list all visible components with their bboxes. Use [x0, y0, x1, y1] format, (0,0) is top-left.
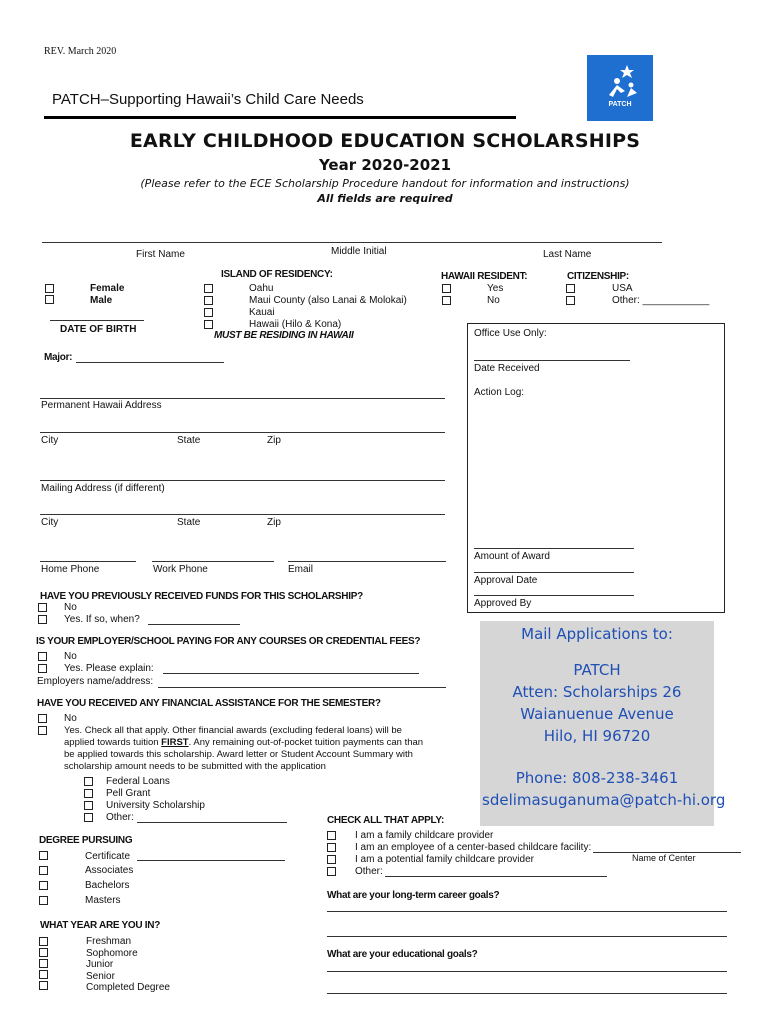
year-option: Sophomore [86, 947, 138, 959]
mailing-city-state-zip-field[interactable] [40, 514, 445, 515]
previous-no-label: No [64, 602, 77, 613]
degree-title: DEGREE PURSUING [39, 835, 133, 846]
major-label: Major: [44, 352, 73, 363]
aid-text-span: applied towards tuition [64, 737, 162, 748]
role-checkbox[interactable] [327, 831, 336, 840]
aid-federal-loans-checkbox[interactable] [84, 777, 93, 786]
year-freshman-checkbox[interactable] [39, 937, 48, 946]
year-option: Senior [86, 970, 115, 982]
female-checkbox[interactable] [45, 284, 54, 293]
middle-initial-label: Middle Initial [331, 246, 387, 257]
degree-option: Associates [85, 865, 134, 876]
approval-date-label: Approval Date [474, 575, 538, 586]
work-phone-field[interactable] [152, 561, 274, 562]
year-completed-checkbox[interactable] [39, 981, 48, 990]
dob-label: DATE OF BIRTH [60, 324, 137, 335]
aid-yes-text: Yes. Check all that apply. Other financial awards (excluding federal loans) will be [64, 725, 402, 736]
patch-logo [587, 55, 653, 121]
action-log-label: Action Log: [474, 387, 525, 398]
residency-note: MUST BE RESIDING IN HAWAII [214, 330, 354, 341]
office-use-title: Office Use Only: [474, 328, 547, 339]
role-option: Other: [355, 866, 383, 877]
island-option: Kauai [249, 307, 275, 318]
role-checkbox[interactable] [327, 843, 336, 852]
city-state-zip-field[interactable] [40, 432, 445, 433]
year-junior-checkbox[interactable] [39, 959, 48, 968]
career-goals-field[interactable] [327, 936, 727, 937]
year-in-title: WHAT YEAR ARE YOU IN? [40, 920, 161, 931]
island-kauai-checkbox[interactable] [204, 308, 213, 317]
employer-explain-field[interactable] [163, 673, 419, 674]
major-field[interactable] [76, 362, 224, 363]
date-received-label: Date Received [474, 363, 540, 374]
home-phone-field[interactable] [40, 561, 136, 562]
resident-yes-label: Yes [487, 283, 504, 294]
center-name-label: Name of Center [632, 853, 696, 863]
aid-university-checkbox[interactable] [84, 801, 93, 810]
patch-logo-icon [587, 55, 653, 121]
employer-name-label: Employers name/address: [37, 676, 154, 687]
city-label: City [41, 517, 59, 528]
educational-goals-question: What are your educational goals? [327, 949, 478, 960]
aid-option: Pell Grant [106, 788, 151, 799]
role-option: I am an employee of a center-based childcare facility: [355, 842, 592, 853]
revision-note: REV. March 2020 [44, 46, 117, 57]
school-year: Year 2020-2021 [318, 156, 452, 174]
city-label: City [41, 435, 59, 446]
mail-city: Hilo, HI 96720 [543, 727, 651, 745]
zip-label: Zip [267, 517, 281, 528]
aid-text-span: . Any remaining out-of-pocket tuition payments can than [188, 737, 424, 748]
degree-bachelors-checkbox[interactable] [39, 881, 48, 890]
aid-other-field[interactable] [137, 822, 287, 823]
previous-when-field[interactable] [148, 624, 240, 625]
island-hawaii-checkbox[interactable] [204, 320, 213, 329]
island-option: Maui County (also Lanai & Molokai) [249, 295, 407, 306]
citizenship-usa-label: USA [612, 283, 633, 294]
employer-yes-label: Yes. Please explain: [64, 663, 154, 674]
resident-yes-checkbox[interactable] [442, 284, 451, 293]
resident-no-label: No [487, 295, 500, 306]
employer-no-label: No [64, 651, 77, 662]
state-label: State [177, 435, 201, 446]
female-label: Female [90, 283, 125, 294]
aid-no-label: No [64, 713, 77, 724]
male-label: Male [90, 295, 113, 306]
mailing-address-field[interactable] [40, 480, 445, 481]
degree-masters-checkbox[interactable] [39, 896, 48, 905]
approval-date-field[interactable] [474, 572, 634, 573]
instructions-note: (Please refer to the ECE Scholarship Procedure handout for information and instructions) [140, 177, 630, 190]
island-title: ISLAND OF RESIDENCY: [221, 269, 333, 280]
amount-field[interactable] [474, 548, 634, 549]
employer-yes-checkbox[interactable] [38, 664, 47, 673]
name-field[interactable] [42, 242, 662, 243]
dob-field[interactable] [50, 320, 144, 321]
logo-text: PATCH [608, 101, 632, 108]
role-checkbox[interactable] [327, 855, 336, 864]
state-label: State [177, 517, 201, 528]
aid-pell-grant-checkbox[interactable] [84, 789, 93, 798]
aid-no-checkbox[interactable] [38, 714, 47, 723]
year-option: Freshman [86, 936, 132, 947]
aid-question: HAVE YOU RECEIVED ANY FINANCIAL ASSISTANCE FOR THE SEMESTER? [37, 698, 381, 709]
year-option: Junior [86, 959, 114, 970]
email-field[interactable] [288, 561, 446, 562]
mail-heading: Mail Applications to: [521, 625, 673, 643]
approved-by-field[interactable] [474, 595, 634, 596]
home-phone-label: Home Phone [41, 564, 100, 575]
citizenship-other-checkbox[interactable] [566, 296, 575, 305]
citizenship-usa-checkbox[interactable] [566, 284, 575, 293]
educational-goals-field[interactable] [327, 971, 727, 972]
certificate-field[interactable] [137, 860, 285, 861]
career-goals-field[interactable] [327, 911, 727, 912]
last-name-label: Last Name [543, 249, 592, 260]
island-maui-checkbox[interactable] [204, 296, 213, 305]
aid-first-emphasis: FIRST [161, 737, 189, 748]
aid-option: University Scholarship [106, 800, 205, 811]
employer-question: IS YOUR EMPLOYER/SCHOOL PAYING FOR ANY COURSES OR CREDENTIAL FEES? [36, 636, 421, 647]
island-option: Hawaii (Hilo & Kona) [249, 319, 342, 330]
degree-option: Masters [85, 895, 121, 906]
role-option: I am a potential family childcare provider [355, 854, 534, 865]
island-oahu-checkbox[interactable] [204, 284, 213, 293]
year-options [86, 936, 170, 994]
aid-yes-text [64, 737, 423, 749]
email-label: Email [288, 564, 314, 575]
aid-option: Federal Loans [106, 776, 170, 787]
career-goals-question: What are your long-term career goals? [327, 890, 500, 901]
permanent-address-field[interactable] [40, 398, 445, 399]
org-tagline: PATCH–Supporting Hawaii’s Child Care Needs [52, 91, 364, 108]
date-received-field[interactable] [474, 360, 630, 361]
year-senior-checkbox[interactable] [39, 970, 48, 979]
mail-street: Waianuenue Avenue [520, 705, 674, 723]
aid-option: Other: [106, 812, 134, 823]
role-checkbox[interactable] [327, 867, 336, 876]
approved-by-label: Approved By [474, 598, 532, 609]
permanent-address-label: Permanent Hawaii Address [41, 400, 162, 411]
zip-label: Zip [267, 435, 281, 446]
island-option: Oahu [249, 283, 274, 294]
mail-phone: Phone: 808-238-3461 [515, 769, 679, 787]
year-option: Completed Degree [86, 982, 170, 993]
mail-org: PATCH [573, 661, 621, 679]
amount-label: Amount of Award [474, 551, 550, 562]
mailing-address-label: Mailing Address (if different) [41, 483, 165, 494]
educational-goals-field[interactable] [327, 993, 727, 994]
role-option: I am a family childcare provider [355, 830, 494, 841]
year-sophomore-checkbox[interactable] [39, 948, 48, 957]
previous-funds-question: HAVE YOU PREVIOUSLY RECEIVED FUNDS FOR THIS SCHOLARSHIP? [40, 591, 363, 602]
page-title: EARLY CHILDHOOD EDUCATION SCHOLARSHIPS [129, 130, 641, 152]
check-all-title: CHECK ALL THAT APPLY: [327, 815, 445, 826]
previous-yes-checkbox[interactable] [38, 615, 47, 624]
required-note: All fields are required [317, 192, 453, 205]
resident-no-checkbox[interactable] [442, 296, 451, 305]
citizenship-other-label: Other: ____________ [612, 295, 710, 306]
aid-yes-text: scholarship amount needs to be submitted with the application [64, 761, 326, 772]
mail-attn: Atten: Scholarships 26 [512, 683, 682, 701]
citizenship-title: CITIZENSHIP: [567, 271, 629, 282]
employer-name-field[interactable] [158, 687, 446, 688]
work-phone-label: Work Phone [153, 564, 208, 575]
resident-title: HAWAII RESIDENT: [441, 271, 528, 282]
header-rule [44, 116, 516, 119]
aid-other-checkbox[interactable] [84, 813, 93, 822]
mail-email[interactable]: sdelimasuganuma@patch-hi.org [482, 791, 726, 809]
mail-applications-box [480, 621, 726, 826]
degree-option: Certificate [85, 851, 131, 862]
aid-yes-checkbox[interactable] [38, 726, 47, 735]
first-name-label: First Name [136, 249, 185, 260]
employer-no-checkbox[interactable] [38, 652, 47, 661]
aid-yes-text: be applied towards this scholarship. Award letter or Student Account Summary with [64, 749, 413, 760]
degree-associates-checkbox[interactable] [39, 866, 48, 875]
previous-no-checkbox[interactable] [38, 603, 47, 612]
previous-yes-label: Yes. If so, when? [64, 614, 140, 625]
degree-certificate-checkbox[interactable] [39, 851, 48, 860]
male-checkbox[interactable] [45, 295, 54, 304]
role-other-field[interactable] [385, 876, 607, 877]
degree-option: Bachelors [85, 880, 130, 891]
